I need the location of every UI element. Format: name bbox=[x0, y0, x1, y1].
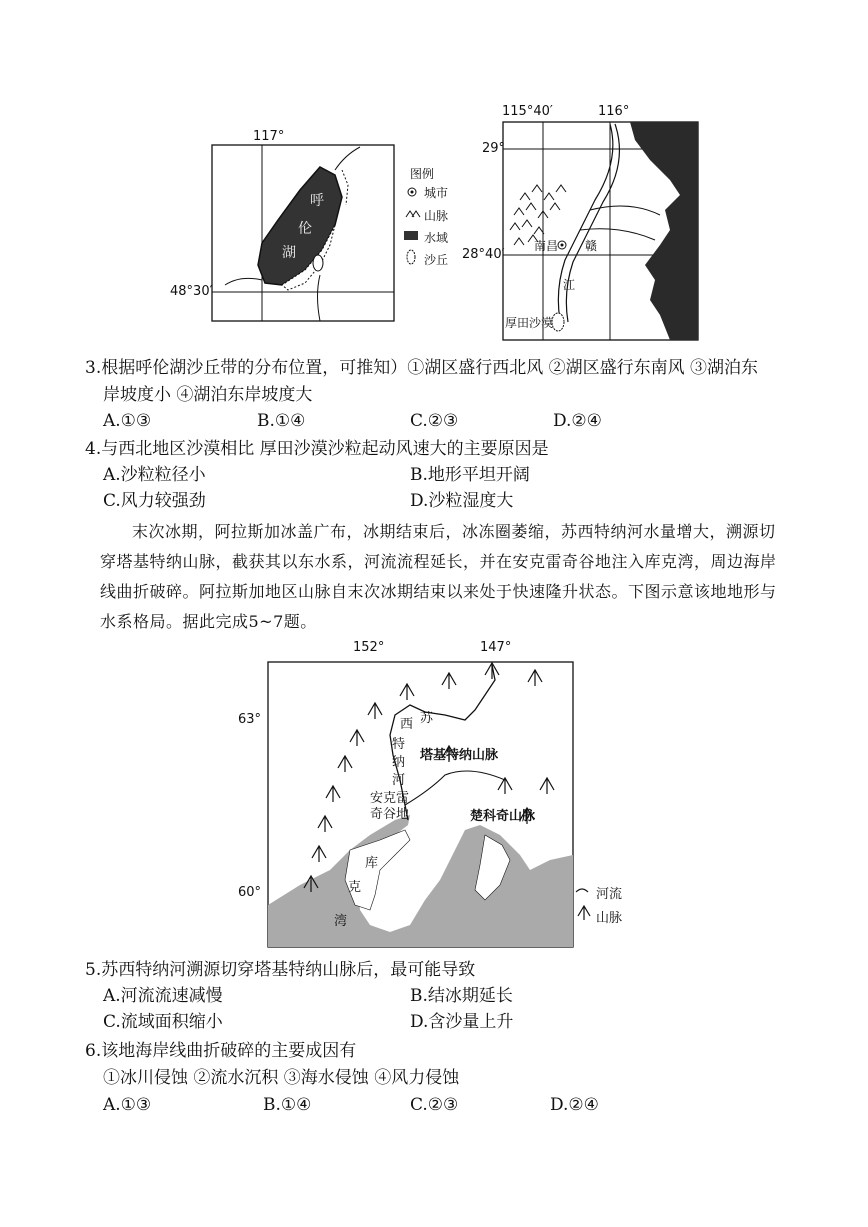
river-gan-1: 赣 bbox=[585, 239, 598, 253]
q5-stem: 5.苏西特纳河溯源切穿塔基特纳山脉后，最可能导致 bbox=[85, 960, 476, 980]
lake-name-1: 呼 bbox=[310, 193, 324, 209]
bay-ke: 克 bbox=[348, 880, 362, 895]
q3-option-a[interactable]: A.①③ bbox=[103, 411, 152, 431]
legend-dune-label: 沙丘 bbox=[424, 253, 449, 267]
river-te: 特 bbox=[392, 737, 406, 752]
reading-passage: 末次冰期，阿拉斯加冰盖广布，冰期结束后，冰冻圈萎缩，苏西特纳河水量增大，溯源切穿塔基特纳山脉，截获其以东水系，河流流程延长，并在安克雷奇谷地注入库克湾，周边海岸线曲折破碎。阿拉斯加地区山脉自末次冰期结束以来处于快速隆升状态。下图示意该地地形与水系格局。据此完成5~7题。 bbox=[100, 522, 777, 631]
legend-mountain-label: 山脉 bbox=[424, 209, 449, 223]
legend-city-label: 城市 bbox=[424, 186, 449, 200]
map3-lat-label-2: 60° bbox=[238, 885, 262, 900]
q3-option-b[interactable]: B.①④ bbox=[257, 411, 306, 431]
nanchang-map bbox=[462, 100, 710, 345]
q6-choices: ①冰川侵蚀 ②流水沉积 ③海水侵蚀 ④风力侵蚀 bbox=[103, 1068, 460, 1088]
hulun-lake-map bbox=[170, 125, 460, 325]
alaska-map bbox=[230, 640, 650, 950]
map3-lon-label-2: 147° bbox=[480, 640, 512, 655]
q4-option-a[interactable]: A.沙粒粒径小 bbox=[103, 465, 206, 485]
river-gan-2: 江 bbox=[563, 278, 576, 292]
q6-stem: 6.该地海岸线曲折破碎的主要成因有 bbox=[85, 1041, 357, 1061]
map1-lon-label: 117° bbox=[253, 129, 285, 144]
q3-option-c[interactable]: C.②③ bbox=[410, 411, 459, 431]
bay-ku: 库 bbox=[365, 856, 379, 871]
map2-lon-label-2: 116° bbox=[598, 104, 630, 119]
map2-lon-label-1: 115°40′ bbox=[502, 104, 553, 119]
lake-name-2: 伦 bbox=[298, 221, 312, 237]
q6-option-d[interactable]: D.②④ bbox=[550, 1095, 599, 1115]
basin-label-2: 奇谷地 bbox=[370, 807, 410, 822]
legend-title: 图例 bbox=[410, 167, 435, 181]
q5-option-b[interactable]: B.结冰期延长 bbox=[410, 986, 513, 1006]
river-he: 河 bbox=[392, 773, 406, 788]
nanchang-map-svg bbox=[470, 100, 710, 345]
hulun-lake-map-svg bbox=[170, 125, 460, 325]
q4-option-b[interactable]: B.地形平坦开阔 bbox=[410, 465, 530, 485]
q4-option-d[interactable]: D.沙粒湿度大 bbox=[410, 491, 514, 511]
q5-option-a[interactable]: A.河流流速减慢 bbox=[103, 986, 223, 1006]
alaska-map-svg bbox=[230, 640, 650, 950]
bay-wan: 湾 bbox=[334, 914, 348, 929]
chugach-mountains-label: 楚科奇山脉 bbox=[470, 809, 536, 824]
q5-option-d[interactable]: D.含沙量上升 bbox=[410, 1012, 514, 1032]
talkeetna-mountains-label: 塔基特纳山脉 bbox=[420, 748, 499, 763]
q6-option-a[interactable]: A.①③ bbox=[103, 1095, 152, 1115]
q3-option-d[interactable]: D.②④ bbox=[553, 411, 602, 431]
q5-option-c[interactable]: C.流域面积缩小 bbox=[103, 1012, 223, 1032]
q6-option-c[interactable]: C.②③ bbox=[410, 1095, 459, 1115]
houtian-desert: 厚田沙漠 bbox=[505, 316, 554, 330]
basin-label-1: 安克雷 bbox=[370, 791, 410, 806]
lake-name-3: 湖 bbox=[282, 245, 296, 261]
q6-option-b[interactable]: B.①④ bbox=[263, 1095, 312, 1115]
river-su: 苏 bbox=[420, 711, 434, 726]
map3-lat-label-1: 63° bbox=[238, 712, 262, 727]
legend-water-label: 水域 bbox=[424, 231, 449, 245]
q3-stem-line1: 3.根据呼伦湖沙丘带的分布位置，可推知）①湖区盛行西北风 ②湖区盛行东南风 ③湖泊东 bbox=[85, 358, 759, 378]
legend-mountain-label-2: 山脉 bbox=[596, 911, 623, 926]
city-nanchang: 南昌 bbox=[534, 239, 559, 253]
q4-stem: 4.与西北地区沙漠相比 厚田沙漠沙粒起动风速大的主要原因是 bbox=[85, 439, 549, 459]
map3-lon-label-1: 152° bbox=[353, 640, 385, 655]
q3-stem-line2: 岸坡度小 ④湖泊东岸坡度大 bbox=[103, 385, 313, 405]
river-na: 纳 bbox=[392, 755, 406, 770]
q4-option-c[interactable]: C.风力较强劲 bbox=[103, 491, 206, 511]
map2-lat-label-1: 29° bbox=[482, 141, 506, 156]
map1-lat-label: 48°30′ bbox=[170, 284, 213, 299]
map2-lat-label-2: 28°40′ bbox=[462, 247, 505, 262]
legend-river-label: 河流 bbox=[596, 887, 623, 902]
river-xi: 西 bbox=[400, 717, 414, 732]
